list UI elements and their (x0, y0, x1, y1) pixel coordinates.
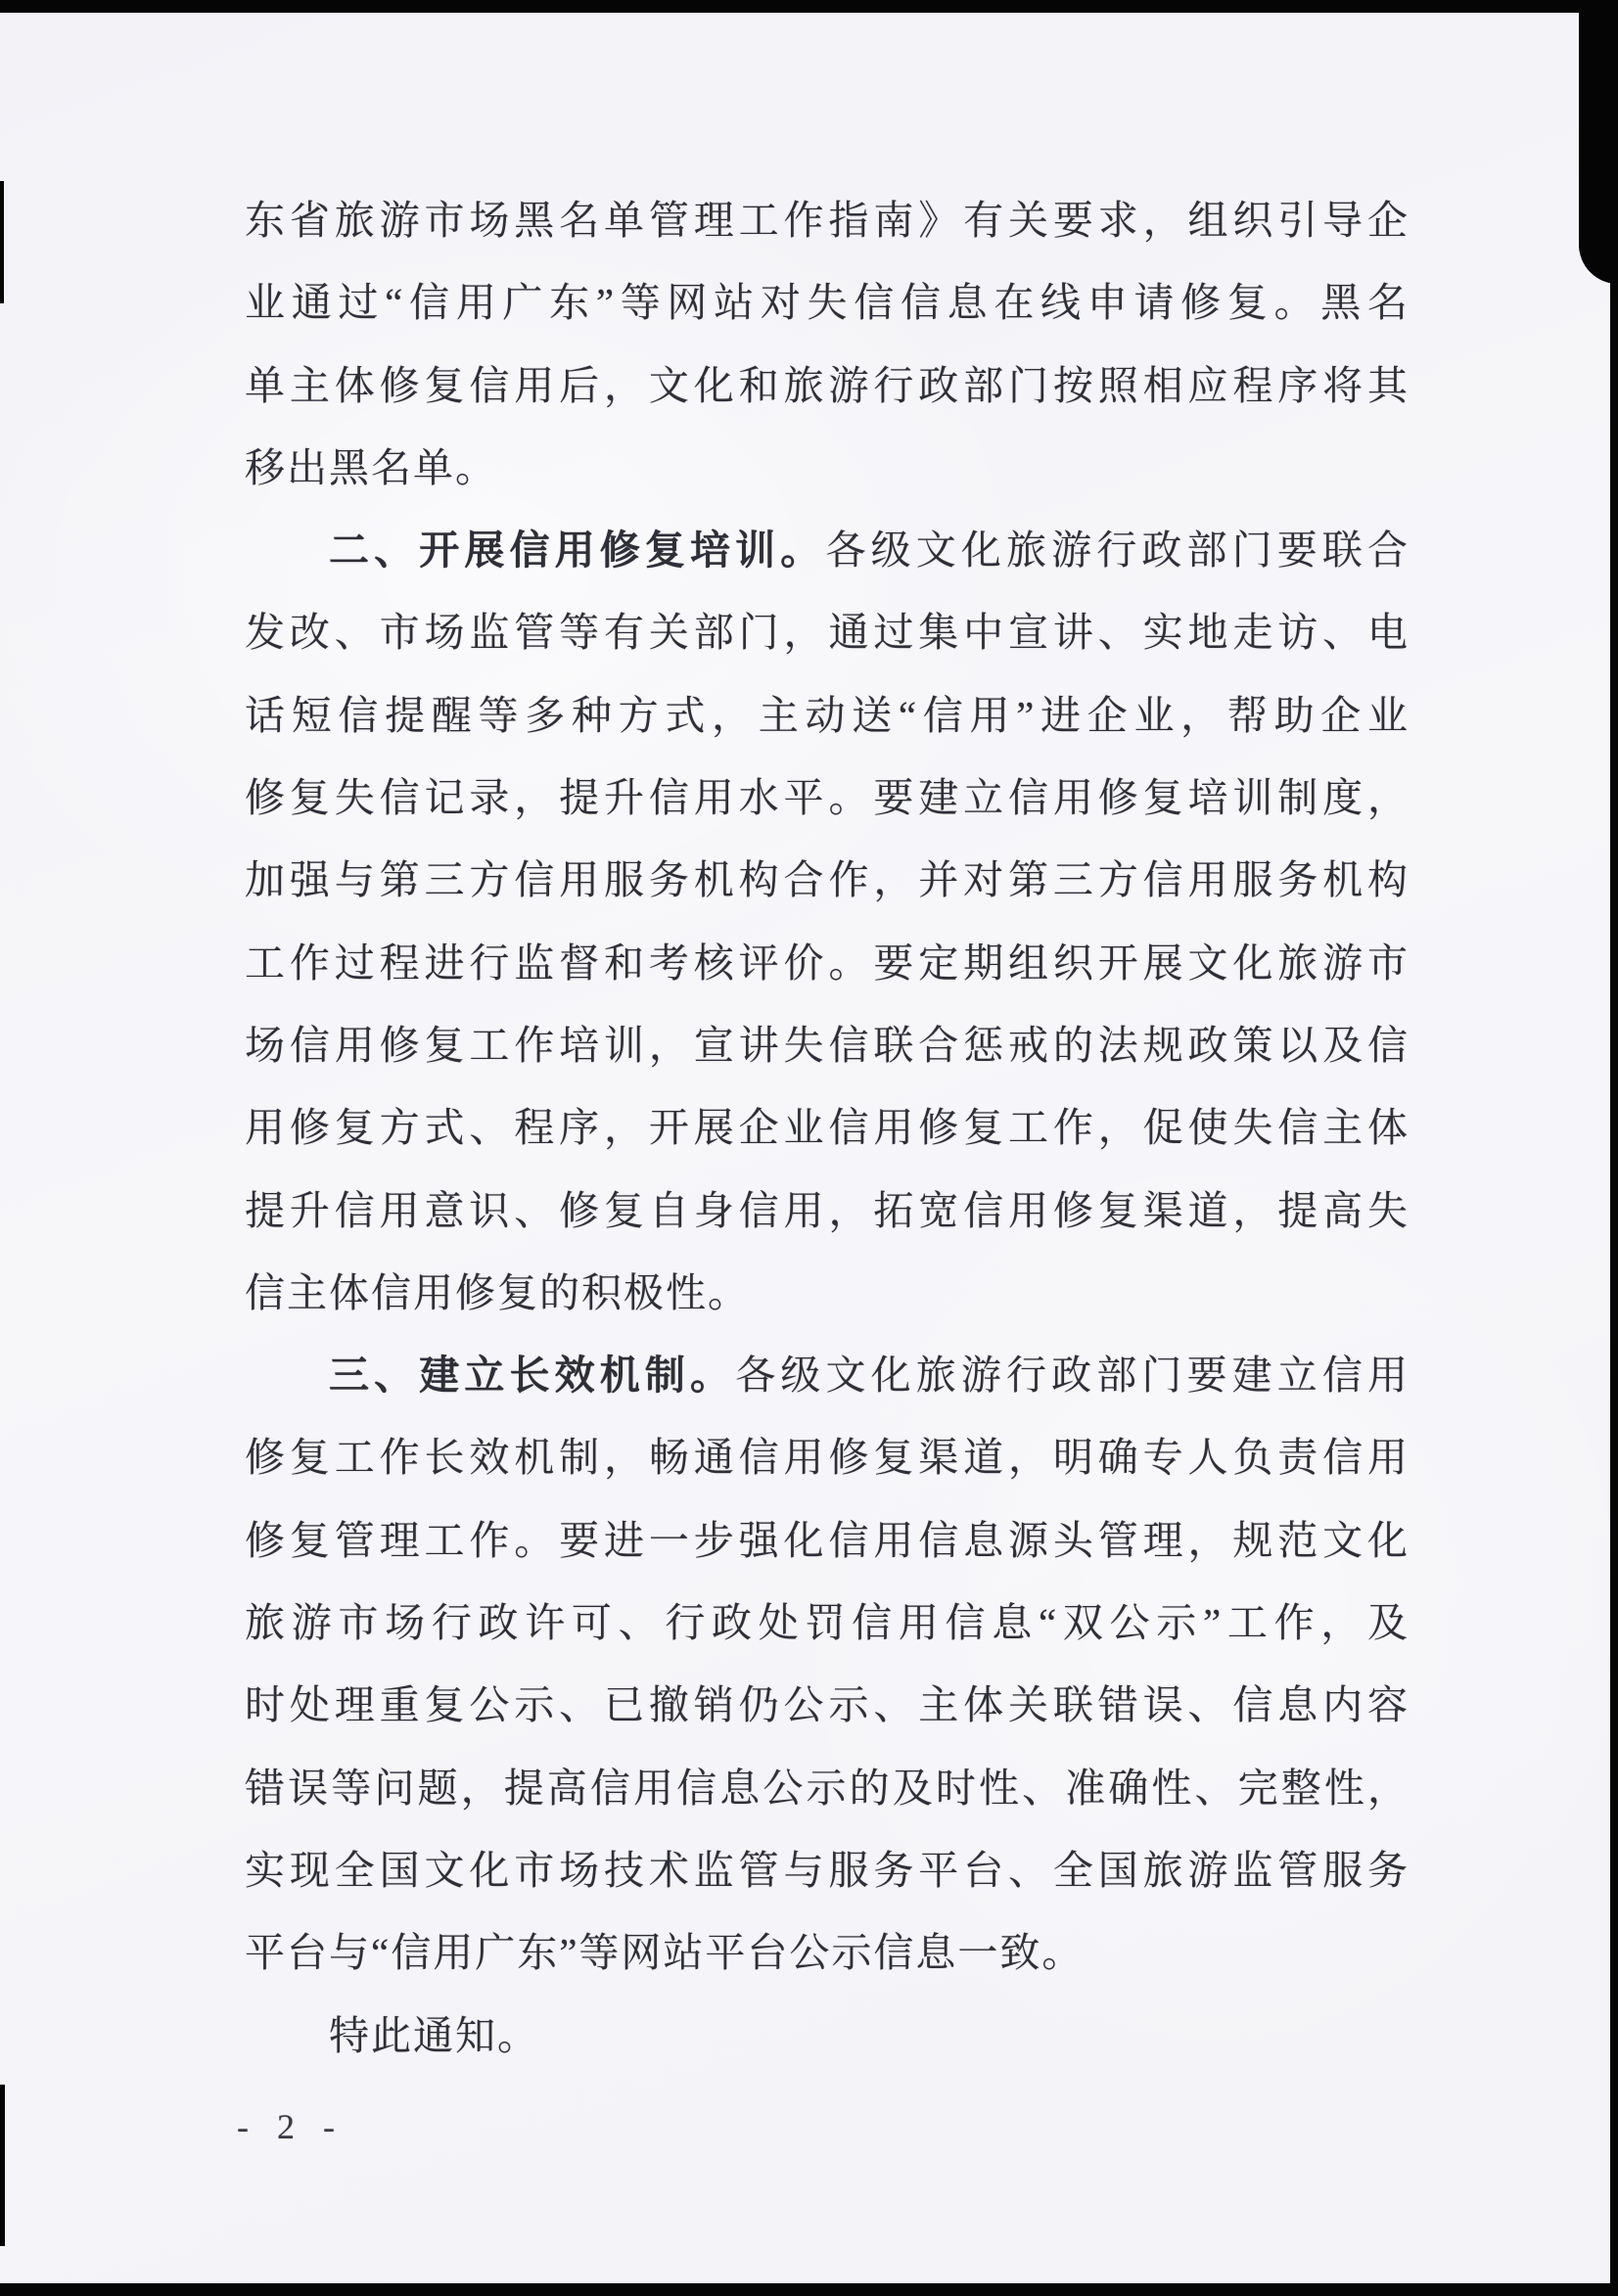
text-line (245, 1004, 1410, 1086)
text-line (245, 1582, 1410, 1664)
body-text: 旅游市场行政许可、行政处罚信用信息“双公示”工作，及 (245, 1600, 1410, 1646)
body-text: 修复管理工作。要进一步强化信用信息源头管理，规范文化 (245, 1517, 1410, 1563)
text-line (245, 1086, 1410, 1169)
text-line (245, 591, 1410, 673)
text-line (245, 1334, 1410, 1416)
text-line (245, 1499, 1410, 1582)
body-text: 信主体信用修复的积极性。 (245, 1269, 750, 1315)
body-text: 发改、市场监管等有关部门，通过集中宣讲、实地走访、电 (245, 610, 1410, 656)
text-line (245, 1829, 1410, 1911)
scan-edge-left-lower (0, 2085, 5, 2246)
body-text: 各级文化旅游行政部门要建立信用 (735, 1353, 1410, 1399)
scan-edge-left-upper (0, 181, 4, 303)
text-line (245, 1252, 1410, 1334)
scan-edge-right (1610, 0, 1618, 2296)
scan-edge-bottom (0, 2283, 1618, 2296)
body-text: 工作过程进行监督和考核评价。要定期组织开展文化旅游市 (245, 940, 1410, 986)
body-text: 提升信用意识、修复自身信用，拓宽信用修复渠道，提高失 (245, 1187, 1410, 1233)
text-line (245, 1995, 1410, 2077)
text-line (245, 179, 1410, 261)
section-heading: 二、开展信用修复培训。 (329, 528, 826, 574)
body-text: 时处理重复公示、已撤销仍公示、主体关联错误、信息内容 (245, 1682, 1410, 1728)
text-line (245, 261, 1410, 344)
body-text: 移出黑名单。 (245, 444, 497, 490)
body-text: 特此通知。 (329, 2012, 539, 2058)
text-line (245, 1416, 1410, 1498)
page-number: - 2 - (237, 2107, 345, 2146)
body-text: 用修复方式、程序，开展企业信用修复工作，促使失信主体 (245, 1105, 1410, 1151)
body-text: 单主体修复信用后，文化和旅游行政部门按照相应程序将其 (245, 362, 1410, 408)
text-line (245, 757, 1410, 839)
section-heading: 三、建立长效机制。 (329, 1353, 736, 1399)
text-line (245, 839, 1410, 921)
text-line (245, 344, 1410, 427)
scan-edge-top (0, 0, 1618, 13)
body-text: 修复失信记录，提升信用水平。要建立信用修复培训制度， (245, 775, 1410, 821)
body-text: 东省旅游市场黑名单管理工作指南》有关要求，组织引导企 (245, 198, 1410, 243)
body-text: 场信用修复工作培训，宣讲失信联合惩戒的法规政策以及信 (245, 1022, 1410, 1068)
text-line (245, 1170, 1410, 1252)
text-line (245, 1911, 1410, 1994)
body-text: 实现全国文化市场技术监管与服务平台、全国旅游监管服务 (245, 1847, 1410, 1893)
body-text: 各级文化旅游行政部门要联合 (825, 528, 1410, 574)
text-line (245, 674, 1410, 757)
body-text: 业通过“信用广东”等网站对失信信息在线申请修复。黑名 (245, 280, 1410, 326)
body-text: 修复工作长效机制，畅通信用修复渠道，明确专人负责信用 (245, 1435, 1410, 1481)
text-line (245, 427, 1410, 509)
body-text: 错误等问题，提高信用信息公示的及时性、准确性、完整性， (245, 1765, 1410, 1811)
text-line (245, 1747, 1410, 1829)
body-text: 加强与第三方信用服务机构合作，并对第三方信用服务机构 (245, 857, 1410, 903)
body-text: 话短信提醒等多种方式，主动送“信用”进企业，帮助企业 (245, 692, 1410, 738)
text-line (245, 1664, 1410, 1746)
body-text: 平台与“信用广东”等网站平台公示信息一致。 (245, 1930, 1085, 1976)
text-line (245, 509, 1410, 591)
text-block (245, 179, 1410, 2077)
text-line (245, 922, 1410, 1004)
